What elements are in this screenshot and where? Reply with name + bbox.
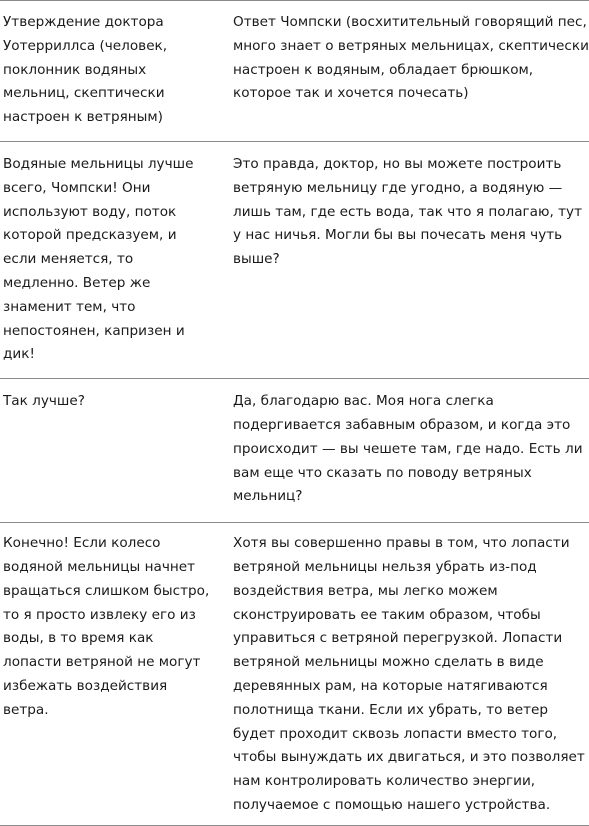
- response-cell: Хотя вы совершенно правы в том, что лопасти ветряной мельницы нельзя убрать из-под воздействия ветра, мы легко можем сконструировать ее таким образом, чтобы управиться с ветряной перегрузкой. Лопасти ветряной мельницы можно сделать в виде деревянных рам, на которые натягиваются полотнища ткани. Если их убрать, то ветер будет проходит сквозь лопасти вместо того, чтобы вынуждать их двигаться, и это позволяет нам контролировать количество энергии, получаемое с помощью нашего устройства.: [233, 535, 585, 813]
- table-row: [0, 141, 589, 378]
- statement-cell: Водяные мельницы лучше всего, Чомпски! Они используют воду, поток которой предсказуем, и если меняется, то медленно. Ветер же знаменит тем, что непостоянен, капризен и дик!: [3, 155, 194, 363]
- table-row: [0, 379, 589, 523]
- statement-cell: Конечно! Если колесо водяной мельницы начнет вращаться слишком быстро, то я просто извлеку его из воды, в то время как лопасти ветряной не могут избежать воздействия ветра.: [3, 535, 210, 718]
- statement-cell: Так лучше?: [3, 393, 85, 410]
- response-cell: Это правда, доктор, но вы можете построить ветряную мельницу где угодно, а водяную — лишь там, где есть вода, так что я полагаю, тут у нас ничья. Могли бы вы почесать меня чуть выше?: [233, 155, 582, 268]
- response-cell: Да, благодарю вас. Моя нога слегка подергивается забавным образом, и когда это происходит — вы чешете там, где надо. Есть ли вам еще что сказать по поводу ветряных мельниц?: [233, 393, 583, 505]
- header-cell-waterrills: Утверждение доктора Уотерриллса (человек, поклонник водяных мельниц, скептически настроен к ветряным): [3, 14, 168, 126]
- table-header-row: [0, 1, 589, 142]
- table-row: [0, 523, 589, 826]
- header-cell-chompski: Ответ Чомпски (восхитительный говорящий пес, много знает о ветряных мельницах, скептически настроен к водяным, обладает брюшком, которое так и хочется почесать): [233, 14, 589, 102]
